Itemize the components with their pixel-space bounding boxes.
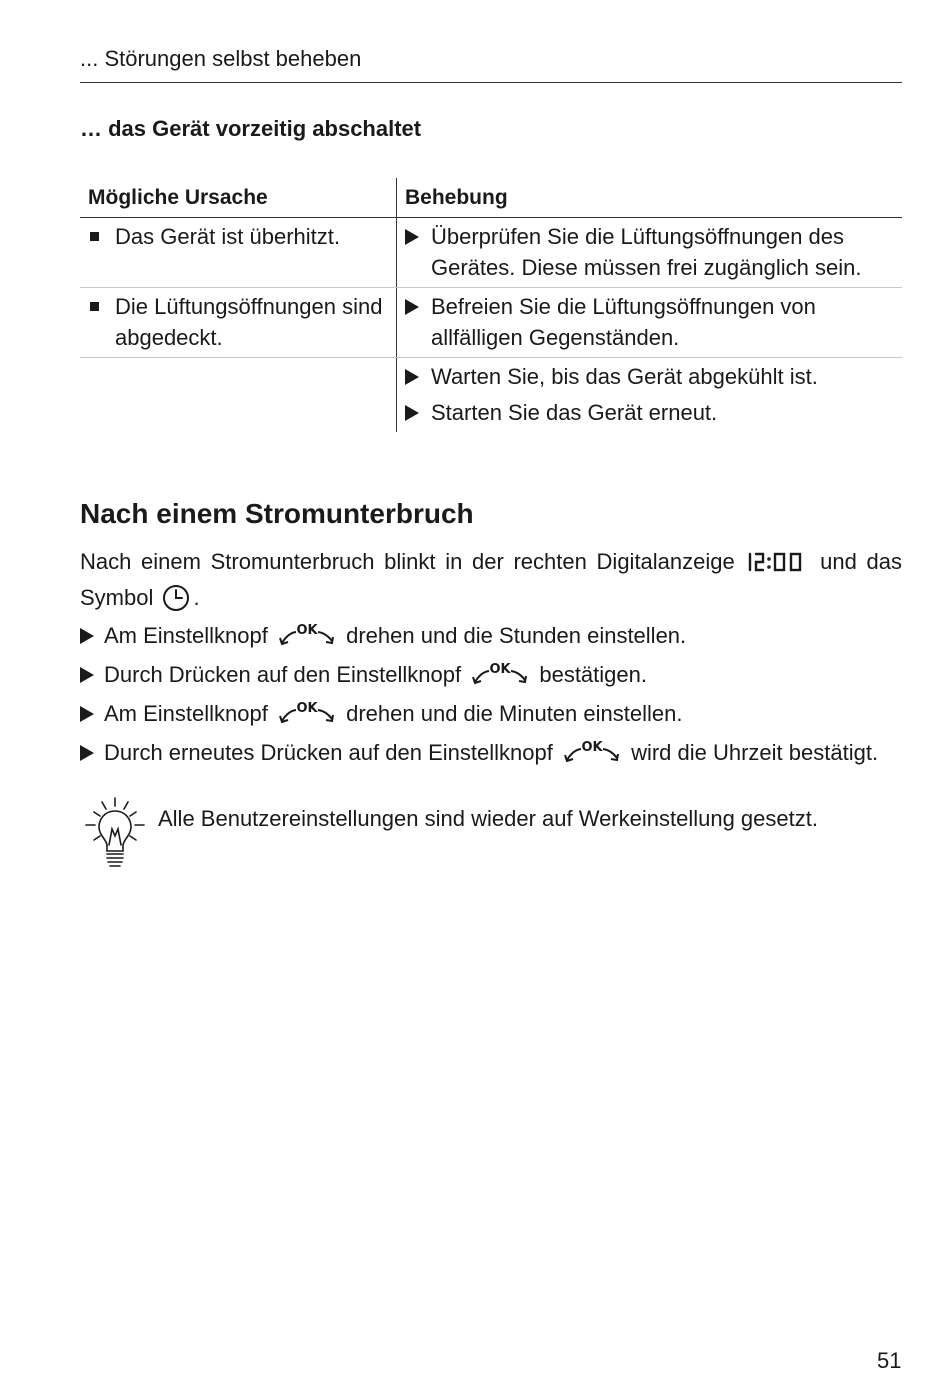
cause-text: Das Gerät ist überhitzt.: [115, 224, 340, 249]
step-text: wird die Uhrzeit bestätigt.: [631, 740, 879, 765]
intro-text: .: [193, 585, 200, 610]
step-text: bestätigen.: [539, 662, 647, 687]
remedy-text: Überprüfen Sie die Lüftungsöffnungen des Gerätes. Diese müssen frei zugänglich sein.: [431, 224, 862, 280]
intro-text: Nach einem Stromunterbruch blinkt in der rechten Digitalanzeige: [80, 549, 735, 574]
tip-text: Alle Benutzereinstellungen sind wieder auf Werkeinstellung gesetzt.: [158, 806, 818, 831]
knob-label: OK: [296, 623, 318, 638]
column-header-remedy: Behebung: [397, 178, 903, 218]
square-bullet-icon: [90, 302, 99, 311]
intro-text: und das Symbol: [80, 549, 902, 610]
ok-knob-icon: [278, 699, 336, 733]
clock-icon: [161, 583, 191, 621]
lightbulb-icon: [80, 796, 150, 872]
section-title: Nach einem Stromunterbruch: [80, 498, 474, 529]
triangle-arrow-icon: [80, 706, 94, 722]
cause-text: Die Lüftungsöffnungen sind abgedeckt.: [115, 294, 383, 350]
list-item: [80, 737, 902, 772]
table-row: [80, 218, 902, 288]
triangle-arrow-icon: [405, 369, 419, 385]
triangle-arrow-icon: [405, 299, 419, 315]
table-row: [80, 288, 902, 358]
digital-display-icon: [746, 550, 808, 582]
step-text: Durch Drücken auf den Einstellknopf: [104, 662, 462, 687]
step-text: Durch erneutes Drücken auf den Einstellknopf: [104, 740, 553, 765]
list-item: [80, 698, 902, 733]
column-header-cause: Mögliche Ursache: [80, 178, 397, 218]
knob-label: OK: [489, 662, 511, 677]
step-list: [80, 620, 902, 776]
triangle-arrow-icon: [405, 405, 419, 421]
triangle-arrow-icon: [80, 628, 94, 644]
remedy-text: Warten Sie, bis das Gerät abgekühlt ist.: [431, 364, 818, 389]
ok-knob-icon: [563, 738, 621, 772]
knob-label: OK: [581, 740, 603, 755]
empty-cause-cell: [80, 358, 397, 433]
triangle-arrow-icon: [405, 229, 419, 245]
square-bullet-icon: [90, 232, 99, 241]
list-item: [80, 659, 902, 694]
page-number: 51: [877, 1348, 902, 1373]
subheading: … das Gerät vorzeitig abschaltet: [80, 116, 422, 141]
page-header: ... Störungen selbst beheben: [80, 46, 902, 83]
step-text: drehen und die Stunden einstellen.: [346, 623, 687, 648]
step-text: drehen und die Minuten einstellen.: [346, 701, 683, 726]
tip-box: [80, 796, 902, 872]
ok-knob-icon: [471, 660, 529, 694]
triangle-arrow-icon: [80, 745, 94, 761]
knob-label: OK: [296, 701, 318, 716]
step-text: Am Einstellknopf: [104, 623, 268, 648]
troubleshooting-table: [80, 178, 902, 432]
remedy-text: Starten Sie das Gerät erneut.: [431, 400, 718, 425]
step-text: Am Einstellknopf: [104, 701, 268, 726]
triangle-arrow-icon: [80, 667, 94, 683]
list-item: [80, 620, 902, 655]
table-row: [80, 358, 902, 433]
ok-knob-icon: [278, 621, 336, 655]
section-intro: [80, 546, 902, 621]
remedy-text: Befreien Sie die Lüftungsöffnungen von allfälligen Gegenständen.: [431, 294, 816, 350]
